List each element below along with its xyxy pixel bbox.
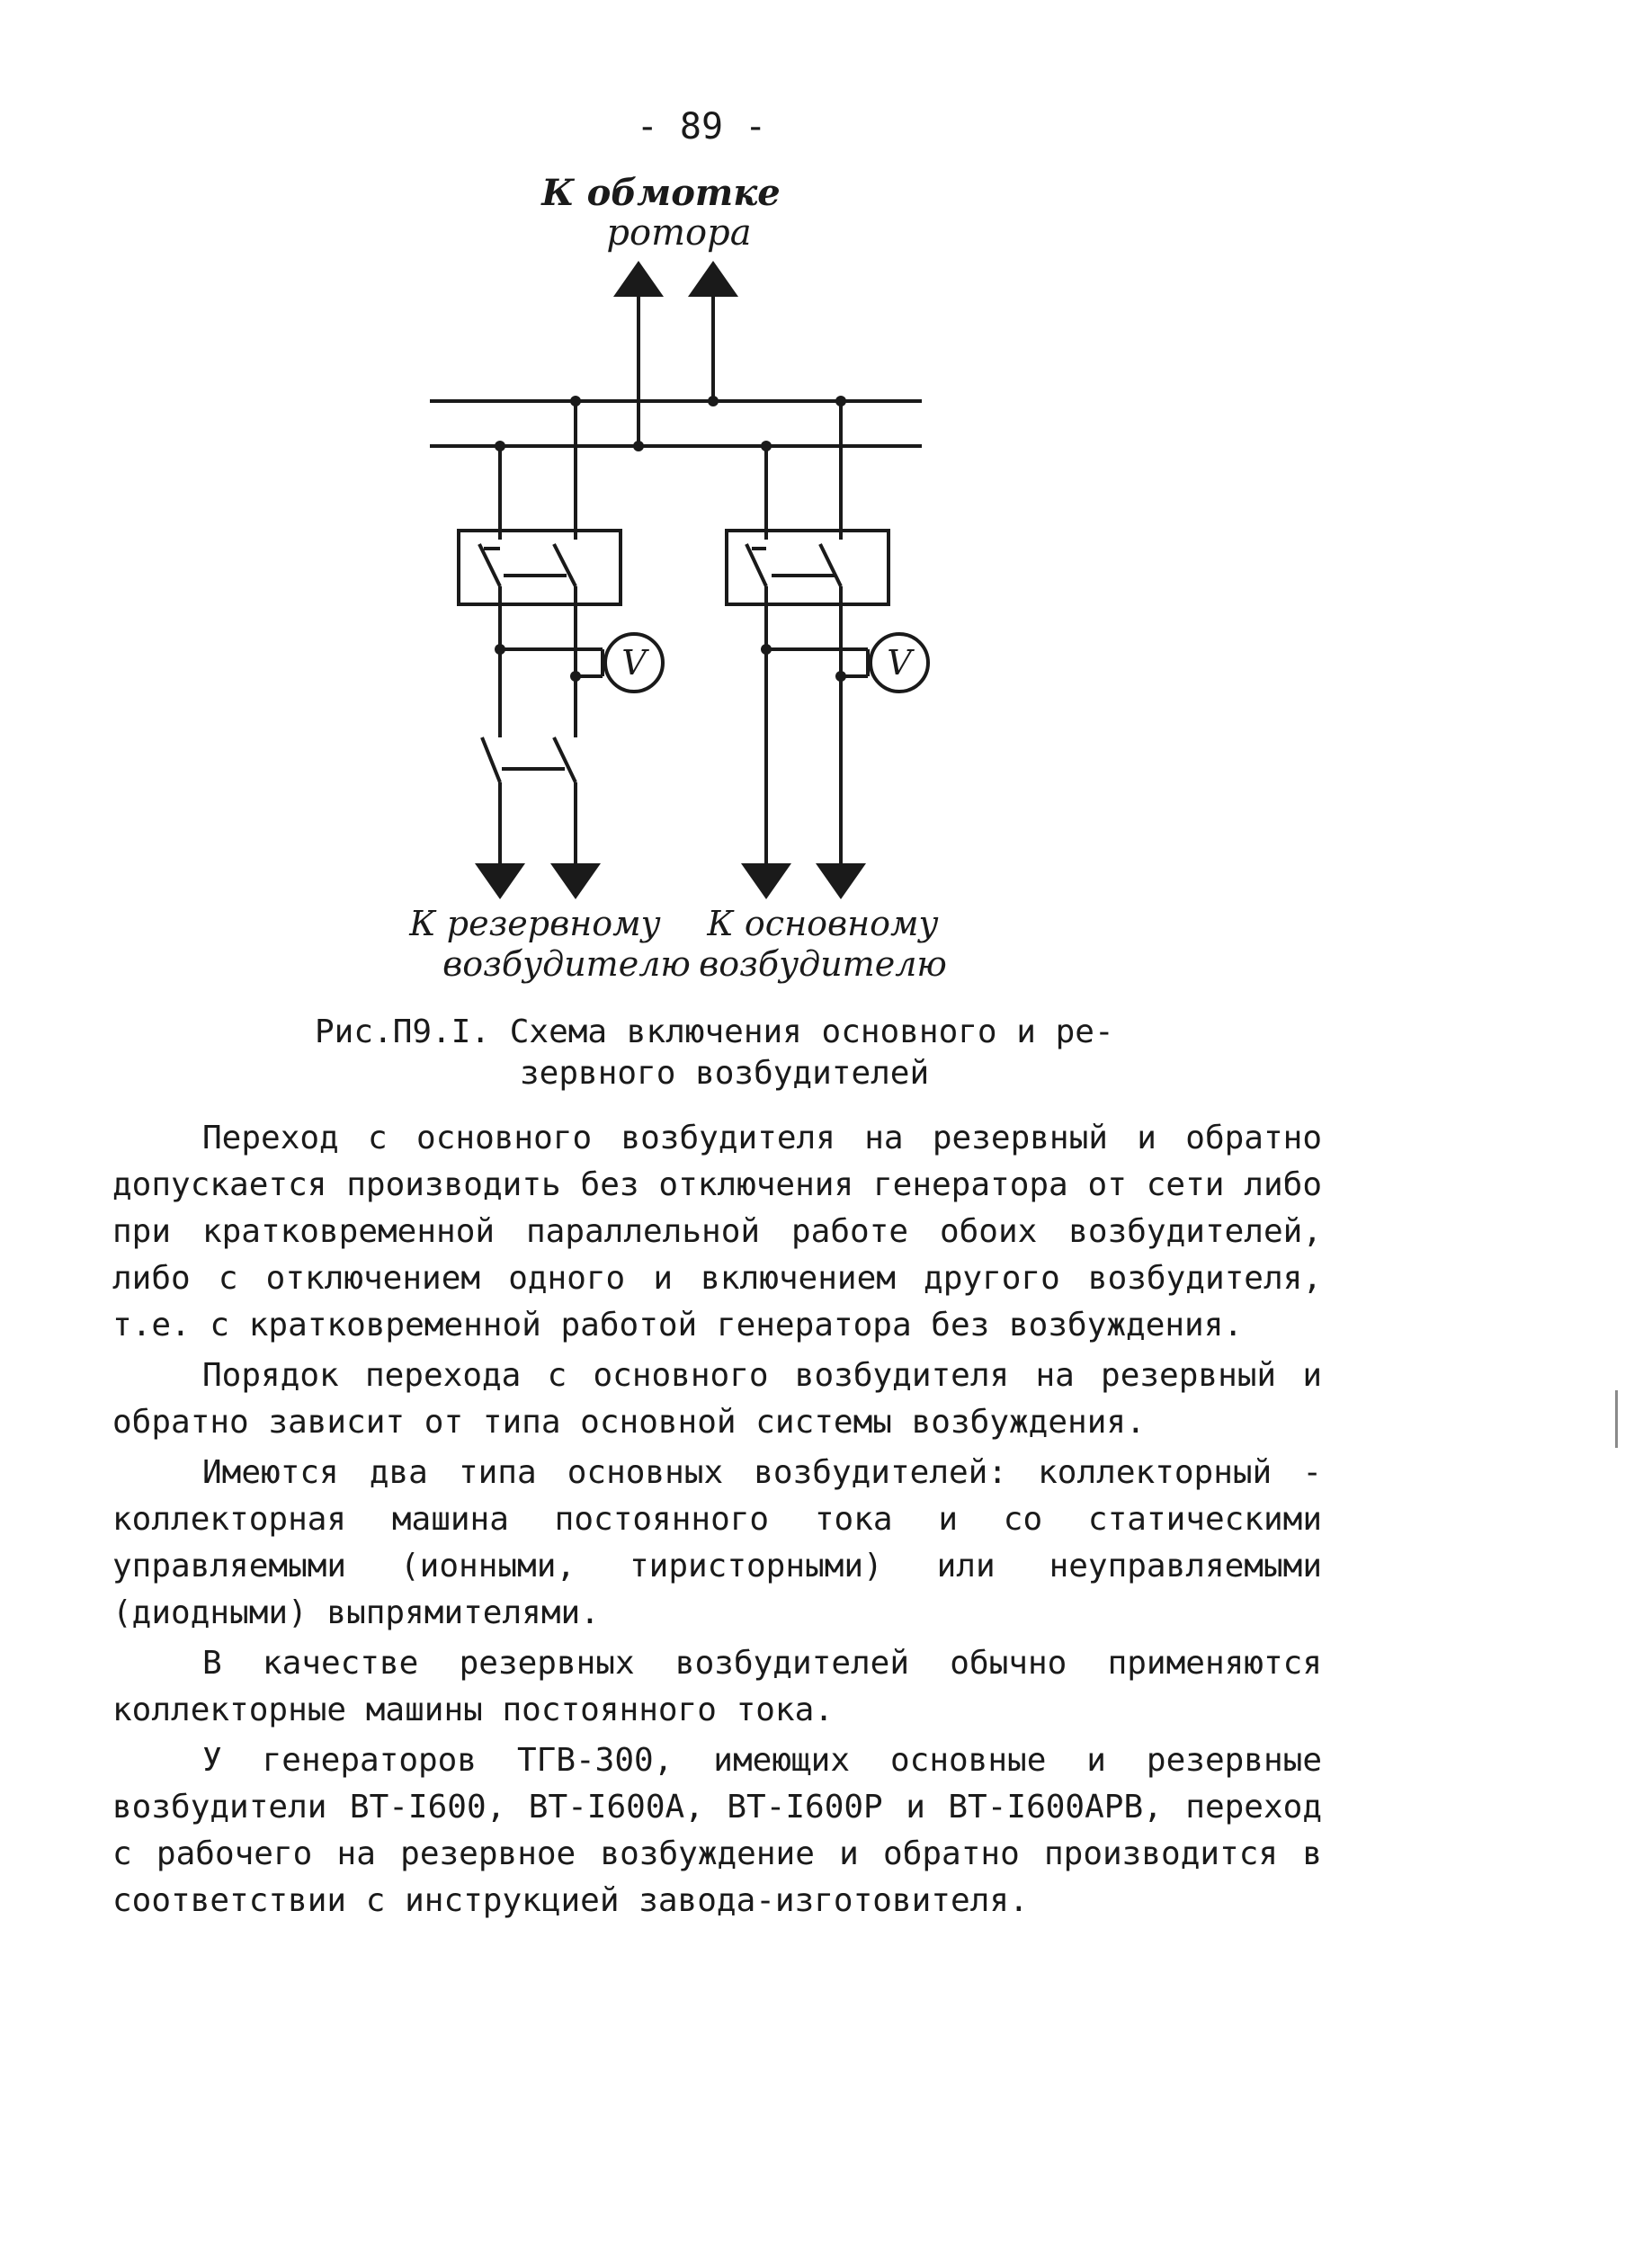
figure-caption [315, 1012, 1124, 1094]
caption-line1: Рис.П9.I. Схема включения основного и ре- [315, 1013, 1114, 1050]
page-number: - 89 - [636, 106, 767, 147]
caption-line2: зервного возбудителей [520, 1055, 930, 1092]
paragraph: У генераторов ТГВ-300, имеющих основные и резервные возбудители ВТ-I600, ВТ-I600А, ВТ-I600Р и ВТ-I600АРВ, переход с рабочего на резервное возбуждение и обратно производится в соответствии с инструкцией завода-изготовителя. [112, 1742, 1322, 1919]
paragraph: В качестве резервных возбудителей обычно применяются коллекторные машины постоянного тока. [112, 1645, 1322, 1728]
switch-box-left [459, 531, 621, 604]
paragraph: Имеются два типа основных возбудителей: коллекторный - коллекторная машина постоянного тока и со статическими управляемыми (ионными, тиристорными) или неуправляемыми (диодными) выпрямителями. [112, 1454, 1322, 1631]
left-label-line2: возбудителю [442, 944, 691, 984]
voltmeter-right-symbol: V [887, 643, 912, 683]
top-label-line2: ротора [606, 212, 752, 254]
margin-mark [1615, 1390, 1618, 1448]
switch-box-right [727, 531, 889, 604]
left-label-line1: К резервному [409, 904, 661, 943]
paragraph: Порядок перехода с основного возбудителя на резервный и обратно зависит от типа основной системы возбуждения. [112, 1357, 1322, 1441]
excitation-circuit-diagram [0, 0, 1652, 1007]
right-label-line1: К основному [707, 904, 939, 943]
paragraph: Переход с основного возбудителя на резервный и обратно допускается производить без отключения генератора от сети либо при кратковременной параллельной работе обоих возбудителей, либо с отключением одного и включением другого возбудителя, т.е. с кратковременной работой генератора без возбуждения. [112, 1120, 1322, 1344]
body-text [112, 1115, 1322, 1928]
voltmeter-left-symbol: V [621, 643, 647, 683]
right-label-line2: возбудителю [699, 944, 947, 984]
top-label-line1: К обмотке [541, 172, 781, 214]
